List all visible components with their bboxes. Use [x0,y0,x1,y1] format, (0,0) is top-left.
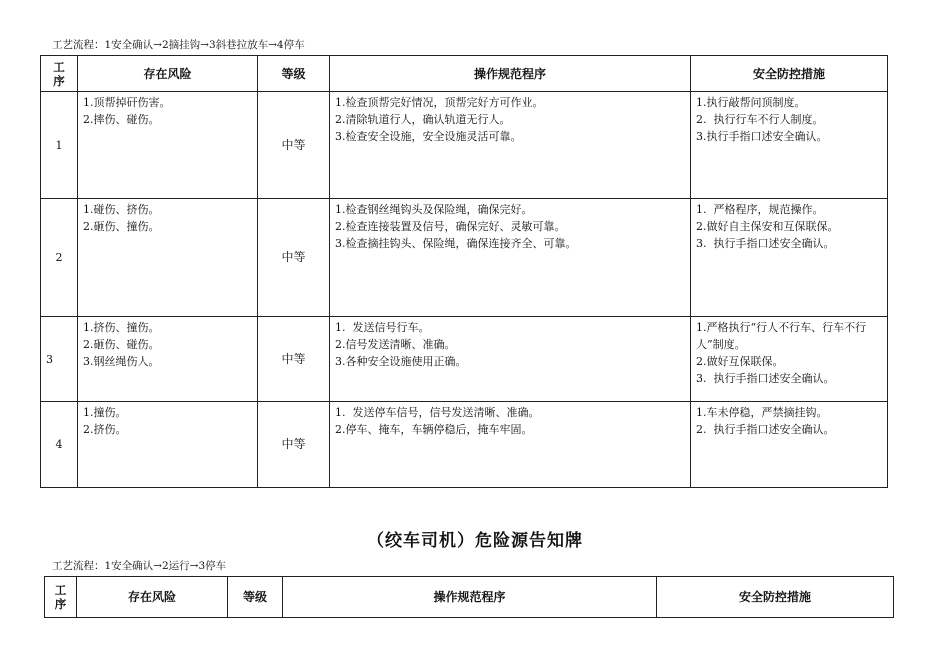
header-measures: 安全防控措施 [691,56,888,92]
header-step: 工 序 [45,577,77,618]
step-number: 3 [41,317,78,402]
level-cell: 中等 [258,92,330,199]
procedure-cell: 1.检查钢丝绳钩头及保险绳，确保完好。 2.检查连接装置及信号，确保完好、灵敏可靠。 3.检查摘挂钩头、保险绳，确保连接齐全、可靠。 [330,199,691,317]
hazard-table-1 [40,55,888,488]
level-cell: 中等 [258,317,330,402]
table-header-row [45,577,894,618]
measures-cell: 1.严格执行“行人不行车、行车不行人”制度。 2.做好互保联保。 3. 执行手指口述安全确认。 [691,317,888,402]
header-procedure: 操作规范程序 [283,577,657,618]
level-cell: 中等 [258,199,330,317]
table-row [41,199,888,317]
step-number: 4 [41,402,78,488]
risk-cell: 1.挤伤、撞伤。 2.砸伤、碰伤。 3.钢丝绳伤人。 [78,317,258,402]
risk-cell: 1.顶帮掉矸伤害。 2.摔伤、碰伤。 [78,92,258,199]
header-risk: 存在风险 [78,56,258,92]
procedure-cell: 1. 发送信号行车。 2.信号发送清晰、准确。 3.各种安全设施使用正确。 [330,317,691,402]
risk-cell: 1.碰伤、挤伤。 2.砸伤、撞伤。 [78,199,258,317]
risk-cell: 1.撞伤。 2.挤伤。 [78,402,258,488]
section-title: （绞车司机）危险源告知牌 [367,531,583,551]
hazard-table-2 [44,576,894,618]
table-row [41,402,888,488]
process-flow-2: 工艺流程：1安全确认→2运行→3停车 [52,560,227,572]
table-header-row [41,56,888,92]
header-measures: 安全防控措施 [657,577,894,618]
step-number: 2 [41,199,78,317]
header-procedure: 操作规范程序 [330,56,691,92]
header-risk: 存在风险 [77,577,228,618]
process-flow-1: 工艺流程：1安全确认→2摘挂钩→3斜巷拉放车→4停车 [52,39,305,51]
step-number: 1 [41,92,78,199]
header-level: 等级 [258,56,330,92]
table-row [41,92,888,199]
header-step: 工 序 [41,56,78,92]
measures-cell: 1.执行敲帮问顶制度。 2. 执行行车不行人制度。 3.执行手指口述安全确认。 [691,92,888,199]
procedure-cell: 1.检查顶帮完好情况，顶帮完好方可作业。 2.清除轨道行人，确认轨道无行人。 3.检查安全设施，安全设施灵活可靠。 [330,92,691,199]
procedure-cell: 1. 发送停车信号，信号发送清晰、准确。 2.停车、掩车，车辆停稳后，掩车牢固。 [330,402,691,488]
measures-cell: 1. 严格程序，规范操作。 2.做好自主保安和互保联保。 3. 执行手指口述安全确认。 [691,199,888,317]
level-cell: 中等 [258,402,330,488]
header-level: 等级 [228,577,283,618]
measures-cell: 1.车未停稳，严禁摘挂钩。 2. 执行手指口述安全确认。 [691,402,888,488]
table-row [41,317,888,402]
